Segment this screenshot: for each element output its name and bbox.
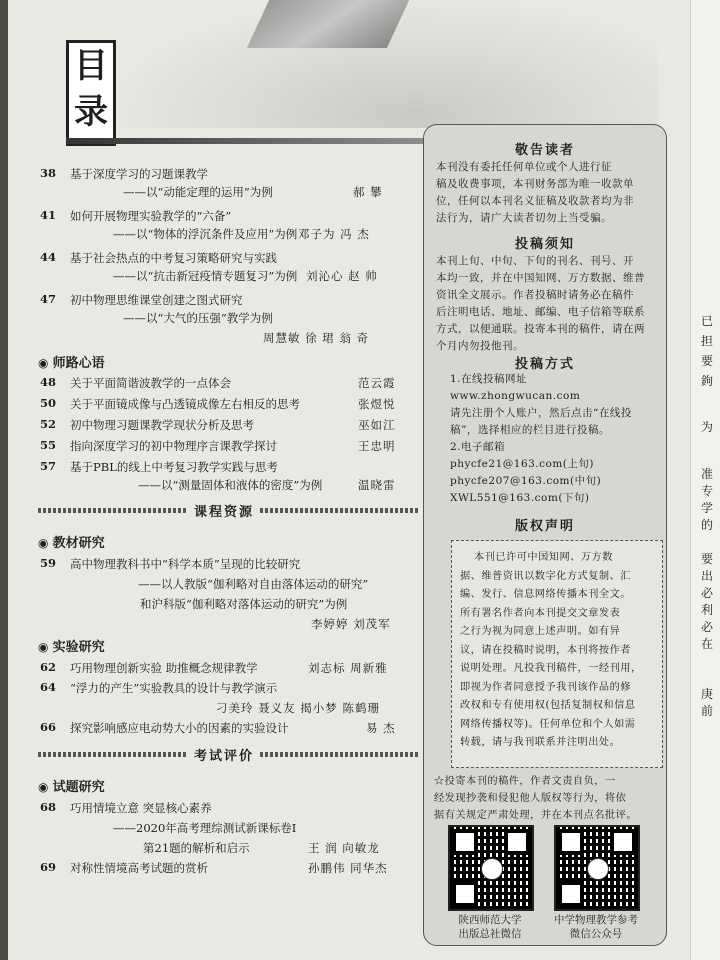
toc-subtitle: ——2020年高考理综测试新课标卷Ⅰ <box>113 821 297 835</box>
text-line: 之行为视为同意上述声明。如有异 <box>460 626 621 637</box>
edge-char: 专 <box>701 484 714 498</box>
info-panel <box>423 124 667 946</box>
edge-char: 要 <box>701 552 714 566</box>
text-line: 所有署名作者向本刊提交文章发表 <box>460 607 621 619</box>
text-line: 本刊没有委托任何单位或个人进行征 <box>436 161 612 173</box>
copyright-heading: 版权声明 <box>514 519 575 534</box>
toc-authors: 张煜悦 <box>358 397 396 411</box>
toc-subtitle: ——以“物体的浮沉条件及应用”为例 <box>113 227 298 241</box>
website-url: www.zhongwucan.com <box>450 390 581 402</box>
edge-char: 庚 <box>701 687 714 701</box>
edge-char: 必 <box>701 620 714 634</box>
toc-subtitle: ——以人教版“伽利略对自由落体运动的研究” <box>138 577 369 591</box>
toc-page-num: 69 <box>40 860 57 874</box>
text-line: 网络传播权等)。任何单位和个人如需 <box>460 718 636 730</box>
toc-title: 初中物理思维课堂创建之图式研究 <box>70 293 243 307</box>
text-line: 方式，以便通联。投寄本刊的稿件，请在两 <box>436 323 645 335</box>
toc-page-num: 64 <box>40 680 57 694</box>
toc-authors: 刘沁心 赵 帅 <box>306 269 378 283</box>
toc-title: 巧用物理创新实验 助推概念规律教学 <box>70 661 258 675</box>
toc-authors: 刁美玲 聂义友 揭小梦 陈鹤珊 <box>216 701 380 715</box>
text-line: 编、发行、信息网络传播本刊全文。 <box>460 589 631 600</box>
submission-method-heading: 投稿方式 <box>514 357 575 372</box>
toc-title: 巧用情境立意 突显核心素养 <box>70 801 212 815</box>
toc-title: 指向深度学习的初中物理序言课教学探讨 <box>70 439 277 453</box>
toc-page-num: 59 <box>40 556 57 570</box>
toc-title: 关于平面镜成像与凸透镜成像左右相反的思考 <box>70 397 300 411</box>
toc-page-num: 55 <box>40 438 57 452</box>
copyright-text <box>460 549 656 753</box>
section-heading-shiyan: ◉ 实验研究 <box>38 636 105 655</box>
text-line: 据、维普资讯以数字化方式复制、汇 <box>460 570 631 582</box>
magazine-page <box>8 0 690 960</box>
text-line: 即视为作者同意授予我刊该作品的修 <box>460 681 631 693</box>
toc-page-num: 62 <box>40 660 57 674</box>
email-address: phycfe207@163.com(中旬) <box>450 475 602 487</box>
section-heading-shiti: ◉ 试题研究 <box>38 776 105 795</box>
edge-char: 出 <box>701 569 714 583</box>
satellite-graphic <box>247 0 409 48</box>
page-title-box <box>66 40 116 146</box>
toc-title: 基于深度学习的习题课教学 <box>70 167 208 181</box>
banner-kaoshi-label: 考试评价 <box>194 748 255 764</box>
edge-char: 鉤 <box>701 374 714 388</box>
toc-authors: 范云霞 <box>358 376 396 390</box>
toc-authors: 易 杰 <box>366 721 396 735</box>
submission-method-text <box>450 371 656 507</box>
toc-page-num: 66 <box>40 720 57 734</box>
notice-text <box>436 159 656 227</box>
text-line: 改权和专有使用权(包括复制权和信息 <box>460 700 636 711</box>
copyright-box <box>451 540 663 768</box>
email-address: XWL551@163.com(下旬) <box>450 492 590 504</box>
toc-title: 如何开展物理实验教学的“六备” <box>70 209 232 223</box>
text-line: 稿及收费事项，本刊财务部为唯一收款单 <box>436 178 634 190</box>
caption-line: 陕西师范大学 <box>458 914 522 926</box>
edge-char: 为 <box>701 420 714 434</box>
text-line: 后注明电话、地址、邮编、电子信箱等联系 <box>436 306 645 318</box>
text-line: 稿”，选择相应的栏目进行投稿。 <box>450 424 610 436</box>
facing-page-edge <box>690 0 720 960</box>
text-line: 法行为，请广大读者切勿上当受骗。 <box>436 212 612 224</box>
text-line: 转载，请与我刊联系并注明出处。 <box>460 737 621 748</box>
text-line: 2.电子邮箱 <box>450 441 506 453</box>
toc-title: 高中物理教科书中“科学本质”呈现的比较研究 <box>70 557 301 571</box>
toc-authors: 温晓雷 <box>358 478 396 492</box>
toc-authors: 郝 攀 <box>353 185 383 199</box>
toc-page-num: 41 <box>40 208 57 222</box>
toc-authors: 孙鹏伟 同华杰 <box>308 861 388 875</box>
title-char-1: 目 <box>74 46 108 86</box>
edge-char: 学 <box>701 501 714 515</box>
submission-guide-text <box>436 253 656 355</box>
qr-caption-press <box>430 913 550 941</box>
text-line: 说明处理。凡投我刊稿件，一经刊用， <box>460 663 642 674</box>
edge-char: 必 <box>701 586 714 600</box>
toc-page-num: 48 <box>40 375 57 389</box>
text-line: 经发现抄袭和侵犯他人版权等行为，将依 <box>434 793 627 804</box>
toc-page-num: 52 <box>40 417 57 431</box>
section-heading-jiaocai: ◉ 教材研究 <box>38 532 105 551</box>
toc-title: 关于平面简谐波教学的一点体会 <box>70 376 231 390</box>
edge-char: 的 <box>701 518 714 532</box>
toc-title: 初中物理习题课教学现状分析及思考 <box>70 418 254 432</box>
edge-char: 利 <box>701 603 714 617</box>
banner-kecheng <box>38 503 418 520</box>
toc-authors: 周慧敏 徐 珺 翁 奇 <box>263 331 370 345</box>
toc-page-num: 68 <box>40 800 57 814</box>
toc-title: 对称性情境高考试题的赏析 <box>70 861 208 875</box>
text-line: 请先注册个人账户，然后点击“在线投 <box>450 407 632 419</box>
toc-title: 基于PBL的线上中考复习教学实践与思考 <box>70 460 278 474</box>
toc-authors: 邓子为 冯 杰 <box>298 227 370 241</box>
toc-title: “浮力的产生”实验教具的设计与教学演示 <box>70 681 278 695</box>
toc-page-num: 44 <box>40 250 57 264</box>
notice-heading: 敬告读者 <box>514 143 575 158</box>
title-char-2: 录 <box>74 92 108 132</box>
press-logo-icon <box>481 858 503 880</box>
email-address: phycfe21@163.com(上旬) <box>450 458 594 470</box>
toc-page-num: 38 <box>40 166 57 180</box>
toc-subtitle: ——以“动能定理的运用”为例 <box>123 185 273 199</box>
journal-logo-icon <box>587 858 609 880</box>
text-line: 资讯全文展示。作者投稿时请务必在稿件 <box>436 289 634 301</box>
toc-authors: 王 润 向敏龙 <box>308 841 380 855</box>
edge-char: 担 <box>701 334 714 348</box>
banner-kecheng-label: 课程资源 <box>194 504 255 520</box>
toc-subtitle: ——以“大气的压强”教学为例 <box>123 311 273 325</box>
edge-char: 前 <box>701 704 714 718</box>
section-heading-shilu: ◉ 师路心语 <box>38 352 105 371</box>
text-line: ☆投寄本刊的稿件，作者文责自负，一 <box>434 776 616 787</box>
text-line: 本刊已许可中国知网、万方数 <box>474 552 613 563</box>
toc-authors: 刘志标 周新雅 <box>308 661 388 675</box>
caption-line: 出版总社微信 <box>458 928 522 940</box>
text-line: 本均一致，并在中国知网、万方数据、维普 <box>436 272 645 284</box>
caption-line: 微信公众号 <box>569 928 623 940</box>
qr-code-journal-wechat <box>554 825 640 911</box>
author-responsibility-note <box>434 773 660 824</box>
edge-char: 已 <box>701 314 714 328</box>
edge-char: 要 <box>701 354 714 368</box>
qr-code-press-wechat <box>448 825 534 911</box>
toc-subtitle: ——以“测量固体和液体的密度”为例 <box>138 478 323 492</box>
toc-subtitle: ——以“抗击新冠疫情专题复习”为例 <box>113 269 298 283</box>
edge-char: 准 <box>701 467 714 481</box>
text-line: 1.在线投稿网址 <box>450 373 528 385</box>
submission-guide-heading: 投稿须知 <box>514 237 575 252</box>
qr-caption-journal <box>536 913 656 941</box>
title-rule <box>66 138 466 144</box>
caption-line: 中学物理教学参考 <box>554 914 638 926</box>
toc-authors: 巫如江 <box>358 418 396 432</box>
edge-char: 在 <box>701 637 714 651</box>
toc-page-num: 57 <box>40 459 57 473</box>
toc-authors: 王忠明 <box>358 439 396 453</box>
toc-title: 基于社会热点的中考复习策略研究与实践 <box>70 251 277 265</box>
toc-authors: 李婷婷 刘茂军 <box>311 617 391 631</box>
toc-page-num: 50 <box>40 396 57 410</box>
text-line: 据有关规定严肃处理，并在本刊点名批评。 <box>434 810 638 821</box>
toc-subtitle: 和沪科版“伽利略对落体运动的研究”为例 <box>140 597 348 611</box>
text-line: 议，请在投稿时说明，本刊将按作者 <box>460 644 631 656</box>
text-line: 个月内勿投他刊。 <box>436 340 524 352</box>
text-line: 本刊上旬、中旬、下旬的刊名、刊号、开 <box>436 255 634 267</box>
toc-subtitle: 第21题的解析和启示 <box>143 841 250 855</box>
text-line: 位，任何以本刊名义征稿及收款者均为非 <box>436 195 634 207</box>
toc-page-num: 47 <box>40 292 57 306</box>
banner-kaoshi <box>38 747 418 764</box>
toc-title: 探究影响感应电动势大小的因素的实验设计 <box>70 721 289 735</box>
